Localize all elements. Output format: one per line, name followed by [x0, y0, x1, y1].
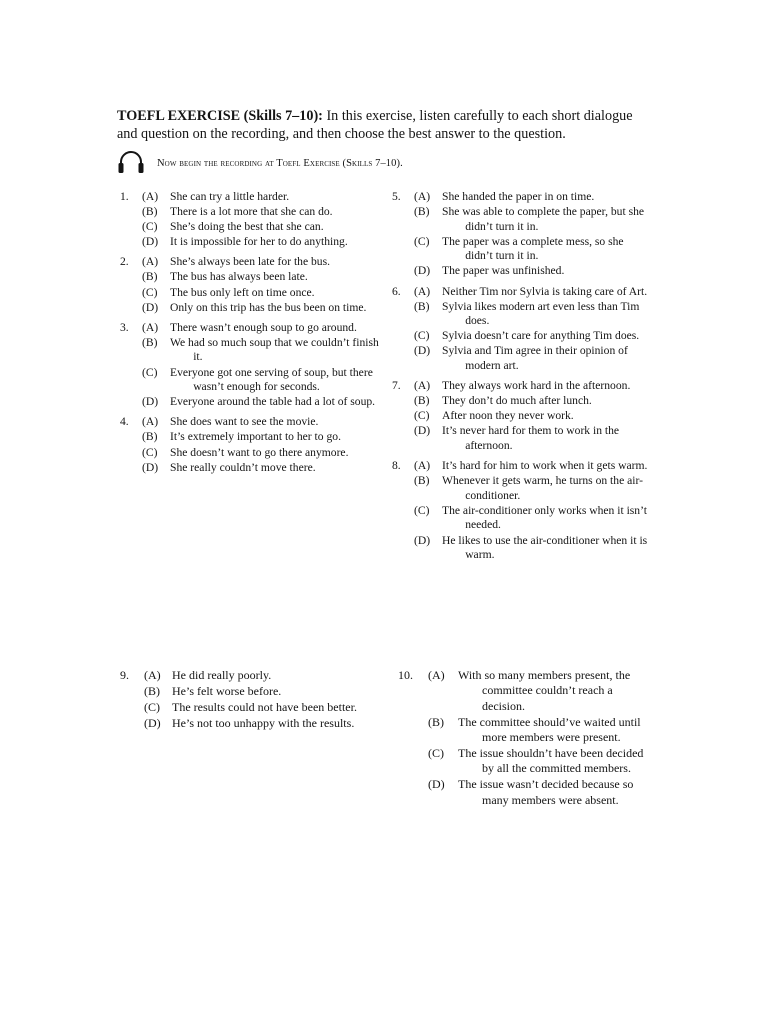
option-letter: (B): [414, 394, 430, 408]
answer-option-text: The issue wasn’t decided because so many members were absent.: [458, 777, 634, 807]
answer-option-text: They don’t do much after lunch.: [442, 394, 592, 408]
question-number: 1.: [120, 190, 129, 203]
option-letter: (D): [144, 715, 161, 730]
answer-option-text: She really couldn’t move there.: [170, 460, 316, 474]
answer-option-text: The air-conditioner only works when it isn’t needed.: [442, 503, 647, 532]
answer-option-text: After noon they never work.: [442, 409, 574, 423]
answer-option-text: The paper was unfinished.: [442, 264, 565, 278]
answer-option-text: The results could not have been better.: [172, 699, 357, 714]
option-letter: (A): [144, 668, 161, 682]
option-letter: (D): [142, 395, 159, 409]
answer-option-text: It’s never hard for them to work in the afternoon.: [442, 424, 620, 452]
answer-option-text: Neither Tim nor Sylvia is taking care of Art.: [442, 284, 648, 298]
question-item: [392, 459, 652, 563]
answer-option-text: We had so much soup that we couldn’t finish it.: [170, 335, 379, 364]
answer-option-text: He’s felt worse before.: [172, 683, 282, 698]
option-letter: (B): [142, 205, 158, 219]
option-letter: (C): [142, 285, 158, 299]
option-letter: (B): [144, 683, 160, 698]
answer-option-text: With so many members present, the committee couldn’t reach a decision.: [458, 668, 631, 713]
question-number: 5.: [392, 190, 401, 203]
option-letter: (A): [142, 320, 159, 334]
answer-option-text: Sylvia likes modern art even less than Tim does.: [442, 299, 640, 328]
option-letter: (D): [414, 344, 431, 358]
option-letter: (B): [142, 430, 158, 444]
answer-option-text: Sylvia doesn’t care for anything Tim does.: [442, 329, 640, 343]
option-letter: (A): [414, 190, 431, 203]
question-number: 6.: [392, 284, 401, 298]
question-item: [392, 379, 652, 454]
answer-option-text: It’s extremely important to her to go.: [170, 430, 341, 444]
answer-option-text: It is impossible for her to do anything.: [170, 235, 348, 249]
option-letter: (D): [414, 264, 431, 278]
option-letter: (D): [142, 460, 159, 474]
question-number: 8.: [392, 459, 401, 473]
answer-option-text: He’s not too unhappy with the results.: [172, 715, 355, 730]
option-letter: (B): [414, 205, 430, 219]
answer-option-text: The bus only left on time once.: [170, 285, 315, 299]
option-letter: (C): [142, 220, 158, 234]
instruction-text: Now begin the recording at Toefl Exercise (Skills 7–10).: [157, 158, 403, 169]
question-number: 2.: [120, 255, 129, 269]
option-letter: (C): [414, 409, 430, 423]
answer-option-text: Only on this trip has the bus been on time.: [170, 300, 367, 314]
answer-option-text: She can try a little harder.: [170, 190, 290, 203]
option-letter: (C): [414, 234, 430, 248]
answer-option-text: He did really poorly.: [172, 668, 272, 682]
question-number: 10.: [398, 668, 413, 682]
option-letter: (A): [142, 255, 159, 269]
questions-column-right-bottom: [398, 668, 658, 814]
answer-option-text: There is a lot more that she can do.: [170, 205, 333, 219]
answer-option-text: Whenever it gets warm, he turns on the air-conditioner.: [442, 474, 643, 502]
option-letter: (C): [142, 445, 158, 459]
option-letter: (C): [428, 746, 444, 761]
exercise-title: TOEFL EXERCISE (Skills 7–10):: [117, 108, 323, 124]
answer-option-text: The issue shouldn’t have been decided by all the committed members.: [458, 746, 644, 776]
option-letter: (A): [142, 190, 159, 203]
option-letter: (A): [414, 284, 431, 298]
question-item: [120, 190, 380, 250]
answer-option-text: She handed the paper in on time.: [442, 190, 595, 203]
option-letter: (B): [414, 474, 430, 488]
question-item: [392, 190, 652, 280]
question-number: 4.: [120, 415, 129, 429]
option-letter: (D): [142, 235, 159, 249]
question-item: [398, 668, 658, 809]
answer-option-text: There wasn’t enough soup to go around.: [170, 320, 357, 334]
answer-option-text: She was able to complete the paper, but she didn’t turn it in.: [442, 205, 645, 233]
answer-option-text: She’s always been late for the bus.: [170, 255, 331, 269]
exercise-header: [117, 107, 647, 143]
answer-option-text: She’s doing the best that she can.: [170, 220, 324, 234]
question-number: 9.: [120, 668, 129, 682]
answer-option-text: The bus has always been late.: [170, 270, 308, 284]
option-letter: (C): [142, 365, 158, 379]
option-letter: (C): [414, 503, 430, 517]
option-letter: (A): [414, 379, 431, 393]
exercise-directions: In this exercise, listen carefully to each short dialogue and question on the recording, and then choose the best answer to the question.: [117, 108, 633, 142]
question-number: 7.: [392, 379, 401, 393]
option-letter: (A): [142, 415, 159, 429]
option-letter: (C): [144, 699, 160, 714]
answer-option-text: She doesn’t want to go there anymore.: [170, 445, 349, 459]
option-letter: (B): [414, 299, 430, 313]
answer-option-text: The committee should’ve waited until more members were present.: [458, 714, 641, 745]
answer-option-text: She does want to see the movie.: [170, 415, 319, 429]
recording-instruction: [117, 149, 637, 179]
question-item: [392, 285, 652, 375]
option-letter: (B): [142, 270, 158, 284]
option-letter: (D): [414, 533, 431, 547]
question-item: [120, 321, 380, 411]
questions-column-left-bottom: [120, 668, 375, 737]
answer-option-text: Everyone around the table had a lot of soup.: [170, 395, 376, 409]
option-letter: (D): [414, 424, 431, 438]
answer-option-text: Sylvia and Tim agree in their opinion of modern art.: [442, 344, 628, 373]
headphones-icon: [117, 149, 145, 175]
option-letter: (B): [142, 335, 158, 349]
answer-option-text: The paper was a complete mess, so she didn’t turn it in.: [442, 234, 624, 263]
question-item: [120, 668, 375, 732]
option-letter: (A): [428, 668, 445, 682]
option-letter: (B): [428, 714, 444, 729]
answer-option-text: Everyone got one serving of soup, but there wasn’t enough for seconds.: [170, 365, 373, 394]
answer-option-text: They always work hard in the afternoon.: [442, 379, 631, 393]
option-letter: (D): [428, 777, 445, 792]
question-item: [120, 255, 380, 315]
questions-column-left-top: [120, 190, 380, 481]
answer-option-text: He likes to use the air-conditioner when it is warm.: [442, 533, 648, 562]
option-letter: (A): [414, 459, 431, 473]
option-letter: (D): [142, 300, 159, 314]
answer-option-text: It’s hard for him to work when it gets warm.: [442, 459, 648, 473]
question-item: [120, 415, 380, 475]
questions-column-right-top: [392, 190, 652, 568]
question-number: 3.: [120, 320, 129, 334]
option-letter: (C): [414, 329, 430, 343]
